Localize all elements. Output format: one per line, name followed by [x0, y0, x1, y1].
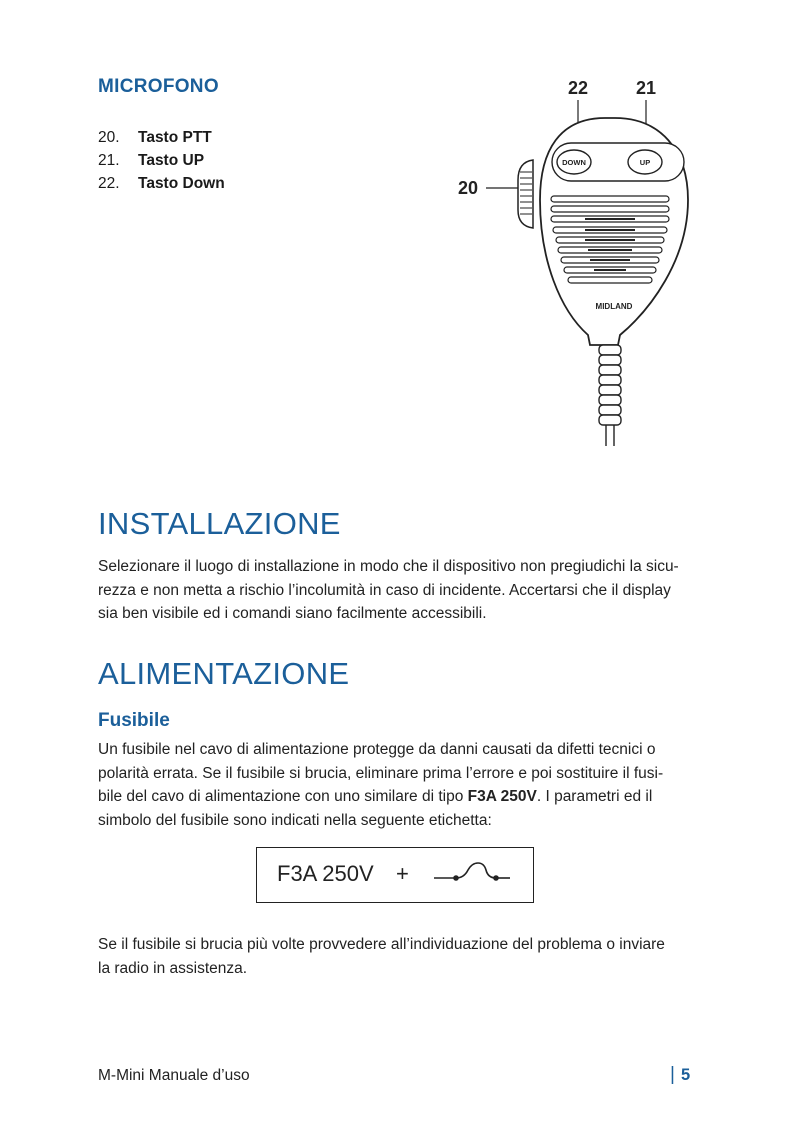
- microphone-illustration: [440, 70, 720, 450]
- mic-cable: [599, 345, 621, 446]
- footer-separator: |: [670, 1064, 675, 1085]
- item-label: Tasto Down: [138, 175, 225, 192]
- page-number: 5: [681, 1066, 691, 1084]
- list-item: [98, 149, 225, 172]
- fusibile-note: [98, 933, 696, 980]
- up-button-label: UP: [639, 158, 651, 167]
- fuse-plus: +: [396, 861, 409, 886]
- list-item: [98, 126, 225, 149]
- text-line: la radio in assistenza.: [98, 959, 248, 977]
- callout-20: 20: [457, 178, 479, 198]
- microfono-title: MICROFONO: [98, 76, 219, 97]
- text-line: sia ben visibile ed i comandi siano facilmente accessibili.: [98, 605, 487, 622]
- mic-parts-list: [98, 126, 225, 195]
- fuse-label-box: [256, 847, 534, 903]
- item-number: 22.: [98, 175, 120, 192]
- callout-21: 21: [635, 78, 657, 98]
- ptt-button: [518, 160, 533, 228]
- fuse-type-bold: F3A 250V: [467, 788, 537, 805]
- footer-manual-title: M-Mini Manuale d’uso: [98, 1067, 250, 1084]
- callout-22: 22: [567, 78, 589, 98]
- installazione-title: INSTALLAZIONE: [98, 506, 341, 541]
- item-label: Tasto UP: [138, 152, 205, 169]
- midland-logo: MIDLAND: [595, 302, 633, 311]
- text-line: polarità errata. Se il fusibile si brucia, eliminare prima l’errore e poi sostituire il fusi-: [98, 764, 664, 782]
- text-line: [98, 785, 696, 809]
- item-number: 21.: [98, 152, 120, 169]
- fuse-symbol-icon: [432, 860, 512, 890]
- installazione-paragraph: [98, 555, 696, 626]
- text-line: simbolo del fusibile sono indicati nella seguente etichetta:: [98, 811, 492, 829]
- item-label: Tasto PTT: [138, 129, 212, 146]
- text-segment: bile del cavo di alimentazione con uno similare di tipo: [98, 788, 468, 805]
- text-line: Un fusibile nel cavo di alimentazione protegge da danni causati da difetti tecnici o: [98, 741, 656, 758]
- text-line: Se il fusibile si brucia più volte provvedere all’individuazione del problema o inviare: [98, 936, 665, 953]
- text-segment: . I parametri ed il: [536, 788, 653, 805]
- alimentazione-title: ALIMENTAZIONE: [98, 656, 350, 691]
- text-line: rezza e non metta a rischio l’incolumità in caso di incidente. Accertarsi che il display: [98, 581, 671, 599]
- list-item: [98, 172, 225, 195]
- fusibile-subtitle: Fusibile: [98, 710, 170, 731]
- item-number: 20.: [98, 129, 120, 146]
- text-line: Selezionare il luogo di installazione in modo che il dispositivo non pregiudichi la sicu-: [98, 558, 679, 575]
- down-button-label: DOWN: [562, 158, 586, 167]
- fuse-rating: F3A 250V: [277, 861, 374, 886]
- fusibile-paragraph: [98, 738, 696, 832]
